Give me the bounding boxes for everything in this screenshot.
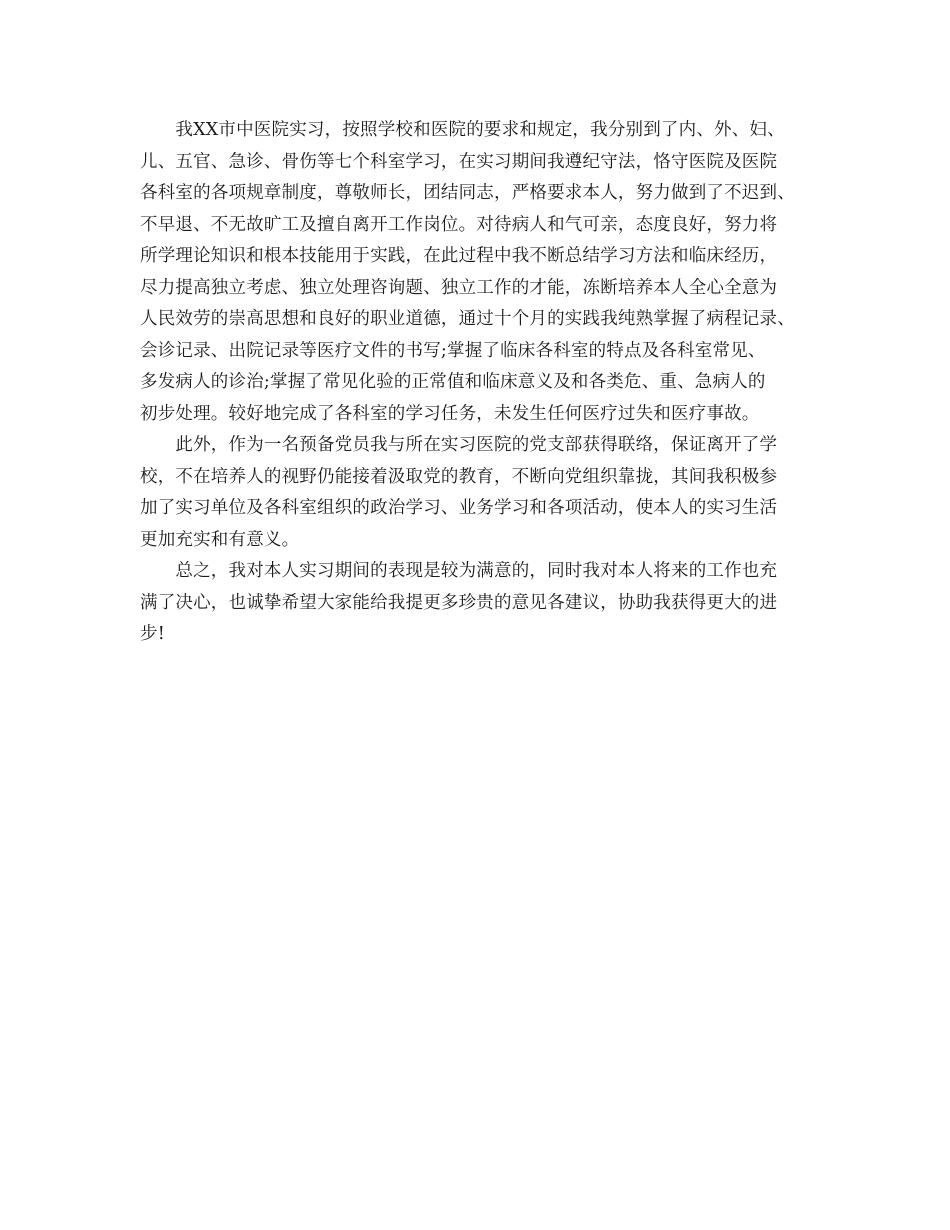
document-body: [140, 115, 830, 651]
paragraph-party-activities: 此外，作为一名预备党员我与所在实习医院的党支部获得联络，保证离开了学 校，不在培养人的视野仍能接着汲取党的教育，不断向党组织靠拢，其间我积极参 加了实习单位及各科室组织的政治学习、业务学习和各项活动，使本人的实习生活 更加充实和有意义。: [140, 435, 778, 550]
paragraph-conclusion: 总之，我对本人实习期间的表现是较为满意的，同时我对本人将来的工作也充 满了决心，也诚挚希望大家能给我提更多珍贵的意见各建议，协助我获得更大的进 步!: [140, 561, 778, 644]
paragraph-internship-duties: 我XX市中医院实习，按照学校和医院的要求和规定，我分别到了内、外、妇、 儿、五官、急诊、骨伤等七个科室学习，在实习期间我遵纪守法，恪守医院及医院 各科室的各项规章制度，尊敬师长，团结同志，严格要求本人，努力做到了不迟到、 不早退、不无故旷工及擅自离开工作岗位。对待病人和气可亲，态度良好，努力将 所学理论知识和根本技能用于实践，在此过程中我不断总结学习方法和临床经历， 尽力提高独立考虑、独立处理咨询题、独立工作的才能，冻断培养本人全心全意为 人民效劳的崇高思想和良好的职业道德，通过十个月的实践我纯熟掌握了病程记录、 会诊记录、出院记录等医疗文件的书写;掌握了临床各科室的特点及各科室常见、 多发病人的诊治;掌握了常见化验的正常值和临床意义及和各类危、重、急病人的 初步处理。较好地完成了各科室的学习任务，未发生任何医疗过失和医疗事故。: [140, 120, 795, 424]
